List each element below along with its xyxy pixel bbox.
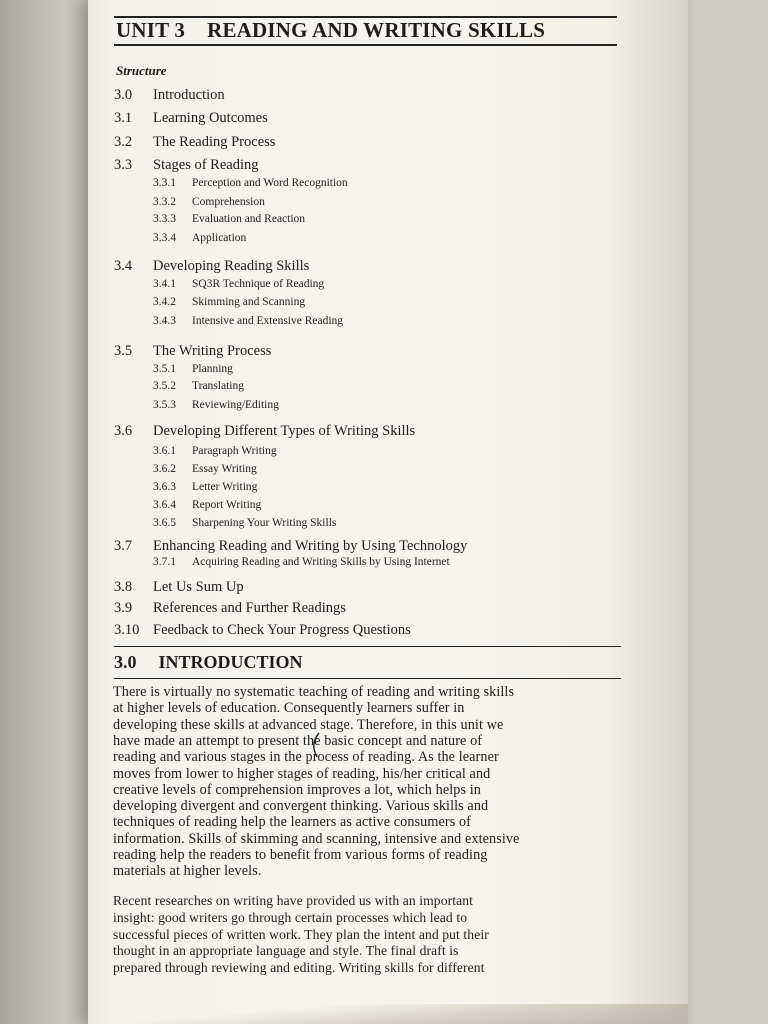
intro-heading xyxy=(114,652,303,673)
toc-entry-title: Essay Writing xyxy=(192,463,257,475)
toc-entry-number: 3.0 xyxy=(114,87,133,103)
toc-entry-number: 3.4.1 xyxy=(153,278,176,290)
toc-entry-title: Sharpening Your Writing Skills xyxy=(192,517,337,529)
paragraph-line: reading and various stages in the process of reading. As the learner xyxy=(113,749,499,766)
unit-number: UNIT 3 xyxy=(116,18,186,42)
paragraph-line: prepared through reviewing and editing. Writing skills for different xyxy=(113,960,485,976)
toc-subentry xyxy=(153,445,277,457)
toc-entry-number: 3.9 xyxy=(114,600,133,616)
toc-entry-title: Enhancing Reading and Writing by Using Technology xyxy=(153,538,468,554)
toc-entry-number: 3.3.4 xyxy=(153,232,176,244)
toc-entry-title: Learning Outcomes xyxy=(153,110,268,126)
toc-entry-title: Introduction xyxy=(153,87,225,103)
toc-subentry xyxy=(153,296,305,308)
toc-entry-title: Application xyxy=(192,232,247,244)
toc-entry-title: Developing Different Types of Writing Skills xyxy=(153,423,416,439)
intro-section-number: 3.0 xyxy=(114,652,137,672)
toc-entry-number: 3.6.1 xyxy=(153,445,176,457)
toc-subentry xyxy=(153,517,336,529)
paragraph-line: thought in an appropriate language and style. The final draft is xyxy=(113,943,459,959)
unit-title xyxy=(116,18,636,43)
toc-entry-number: 3.5.1 xyxy=(153,363,176,375)
paragraph-line: successful pieces of written work. They plan the intent and put their xyxy=(113,926,489,942)
toc-subentry xyxy=(153,232,246,244)
paragraph-line: There is virtually no systematic teaching of reading and writing skills xyxy=(113,684,515,700)
toc-entry-title: The Writing Process xyxy=(153,343,272,359)
toc-entry xyxy=(114,134,275,151)
toc-subentry xyxy=(153,278,324,290)
page-edge-shade xyxy=(608,0,688,1024)
toc-entry-number: 3.7.1 xyxy=(153,556,176,568)
toc-entry-title: Letter Writing xyxy=(192,481,258,493)
toc-entry xyxy=(114,110,268,127)
toc-entry-number: 3.3.3 xyxy=(153,213,176,225)
page-gutter-shadow xyxy=(0,0,88,1024)
toc-entry-title: Developing Reading Skills xyxy=(153,258,310,274)
toc-subentry xyxy=(153,196,265,208)
toc-entry-title: Stages of Reading xyxy=(153,157,259,173)
paragraph-line: developing these skills at advanced stage. Therefore, in this unit we xyxy=(113,716,504,733)
toc-entry-number: 3.6 xyxy=(114,423,133,439)
toc-subentry xyxy=(153,213,305,225)
intro-section-title: INTRODUCTION xyxy=(158,652,303,672)
toc-subentry xyxy=(153,556,450,568)
unit-name: READING AND WRITING SKILLS xyxy=(207,18,546,42)
toc-entry-number: 3.3.2 xyxy=(153,196,176,208)
toc-entry-number: 3.5.2 xyxy=(153,380,176,392)
paragraph-line: developing divergent and convergent thinking. Various skills and xyxy=(113,798,489,815)
toc-subentry xyxy=(153,177,348,189)
toc-entry-title: Reviewing/Editing xyxy=(192,399,279,411)
toc-entry-number: 3.4.2 xyxy=(153,296,176,308)
toc-entry-title: Translating xyxy=(192,380,244,392)
toc-entry xyxy=(114,423,415,440)
toc-entry-number: 3.10 xyxy=(114,622,140,638)
toc-subentry xyxy=(153,380,244,392)
toc-entry-number: 3.5.3 xyxy=(153,399,176,411)
toc-entry-number: 3.8 xyxy=(114,579,133,595)
header-rule-bottom xyxy=(114,44,617,46)
toc-subentry xyxy=(153,315,343,327)
toc-entry-title: Let Us Sum Up xyxy=(153,579,244,595)
paragraph-line: Recent researches on writing have provided us with an important xyxy=(113,893,474,908)
toc-entry-title: SQ3R Technique of Reading xyxy=(192,278,325,290)
toc-subentry xyxy=(153,481,257,493)
paragraph-line: have made an attempt to present the basic concept and nature of xyxy=(113,732,483,749)
toc-entry-number: 3.6.5 xyxy=(153,517,176,529)
toc-entry-number: 3.3.1 xyxy=(153,177,176,189)
toc-entry-number: 3.4 xyxy=(114,258,133,274)
toc-entry-title: Report Writing xyxy=(192,499,262,511)
toc-entry xyxy=(114,600,346,617)
toc-subentry xyxy=(153,363,233,375)
toc-entry-title: References and Further Readings xyxy=(153,600,346,616)
toc-entry xyxy=(114,622,411,639)
toc-entry-title: Acquiring Reading and Writing Skills by Using Internet xyxy=(192,556,450,568)
toc-entry xyxy=(114,579,244,596)
structure-label: Structure xyxy=(116,63,167,78)
toc-entry xyxy=(114,258,309,275)
toc-entry-number: 3.7 xyxy=(114,538,133,554)
toc-entry-number: 3.6.4 xyxy=(153,499,176,511)
paragraph-line: techniques of reading help the learners as active consumers of xyxy=(113,814,471,831)
paragraph-line: insight: good writers go through certain processes which lead to xyxy=(113,909,468,925)
toc-entry-title: The Reading Process xyxy=(153,134,276,150)
paragraph-line: at higher levels of education. Consequently learners suffer in xyxy=(113,700,465,717)
toc-entry-number: 3.2 xyxy=(114,134,133,150)
pen-mark-icon xyxy=(311,732,321,758)
paragraph-line: reading help the readers to benefit from various forms of reading xyxy=(113,847,488,863)
toc-entry xyxy=(114,157,259,174)
toc-entry xyxy=(114,343,271,360)
toc-entry-number: 3.6.2 xyxy=(153,463,176,475)
intro-rule-bottom xyxy=(114,678,621,679)
toc-entry-number: 3.1 xyxy=(114,110,133,126)
toc-subentry xyxy=(153,499,261,511)
toc-entry-title: Planning xyxy=(192,363,233,375)
toc-entry-title: Perception and Word Recognition xyxy=(192,177,348,189)
paragraph-line: materials at higher levels. xyxy=(113,863,262,880)
toc-subentry xyxy=(153,399,279,411)
toc-entry-title: Intensive and Extensive Reading xyxy=(192,315,344,327)
toc-entry-title: Comprehension xyxy=(192,196,265,208)
toc-entry-number: 3.6.3 xyxy=(153,481,176,493)
paragraph-line: creative levels of comprehension improves a lot, which helps in xyxy=(113,781,481,798)
toc-entry xyxy=(114,538,467,555)
toc-entry-number: 3.5 xyxy=(114,343,133,359)
toc-subentry xyxy=(153,463,257,475)
toc-entry-title: Evaluation and Reaction xyxy=(192,213,306,225)
toc-entry-title: Skimming and Scanning xyxy=(192,296,306,308)
toc-entry xyxy=(114,87,225,104)
paragraph-line: information. Skills of skimming and scanning, intensive and extensive xyxy=(113,830,520,847)
toc-entry-number: 3.4.3 xyxy=(153,315,176,327)
toc-entry-title: Paragraph Writing xyxy=(192,445,277,457)
paragraph-line: moves from lower to higher stages of reading, his/her critical and xyxy=(113,765,491,782)
intro-rule-top xyxy=(114,646,621,647)
toc-entry-title: Feedback to Check Your Progress Questions xyxy=(153,622,411,638)
toc-entry-number: 3.3 xyxy=(114,157,133,173)
page-fold-shadow xyxy=(88,1004,688,1024)
